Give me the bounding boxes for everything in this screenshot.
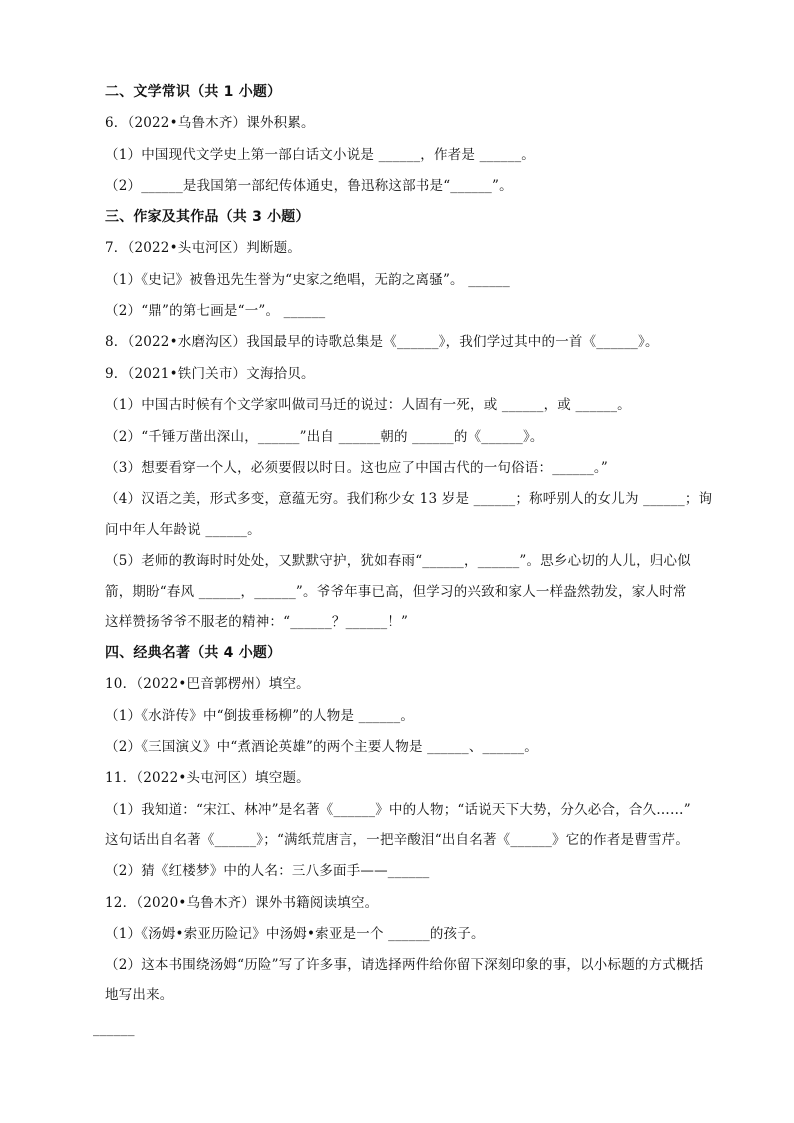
- question-9-item-4-cont: 问中年人年龄说 ______。: [105, 522, 261, 538]
- question-7-item-1: （1）《史记》被鲁迅先生誉为“史家之绝唱，无韵之离骚”。 ______: [105, 272, 510, 288]
- question-11-item-1-cont: 这句话出自名著《______》；“满纸荒唐言，一把辛酸泪“出自名著《______》它的作者是曹雪芹。: [105, 832, 690, 848]
- question-7: 7．（2022•头屯河区）判断题。: [105, 240, 302, 256]
- question-12: 12．（2020•乌鲁木齐）课外书籍阅读填空。: [105, 895, 379, 911]
- question-7-item-2: （2）“鼎”的第七画是“一”。 ______: [105, 303, 326, 319]
- question-10-item-1: （1）《水浒传》中“倒拔垂杨柳”的人物是 ______。: [105, 708, 415, 724]
- question-6: 6．（2022•乌鲁木齐）课外积累。: [105, 115, 315, 131]
- section-heading-literary-knowledge: 二、文学常识（共 1 小题）: [105, 84, 282, 100]
- question-12-item-2-cont: 地写出来。: [105, 987, 174, 1003]
- section-heading-authors-works: 三、作家及其作品（共 3 小题）: [105, 209, 310, 225]
- question-12-item-2: （2）这本书围绕汤姆“历险”写了许多事，请选择两件给你留下深刻印象的事，以小标题的方式概括: [105, 957, 704, 973]
- question-9-item-1: （1）中国古时候有个文学家叫做司马迁的说过：人固有一死，或 ______，或 ______。: [105, 397, 631, 413]
- question-11-item-1: （1）我知道：“宋江、林冲”是名著《______》中的人物；“话说天下大势，分久必合，合久……”: [105, 802, 691, 818]
- question-6-item-2: （2）______是我国第一部纪传体通史，鲁迅称这部书是“______”。: [105, 178, 513, 194]
- question-9: 9．（2021•铁门关市）文海拾贝。: [105, 366, 315, 382]
- question-10-item-2: （2）《三国演义》中“煮酒论英雄”的两个主要人物是 ______、______。: [105, 739, 538, 755]
- question-12-item-1: （1）《汤姆•索亚历险记》中汤姆•索亚是一个 ______的孩子。: [105, 926, 485, 942]
- question-11-item-2: （2）猜《红楼梦》中的人名：三八多面手——______: [105, 863, 430, 879]
- question-10: 10．（2022•巴音郭楞州）填空。: [105, 676, 310, 692]
- answer-blank: ______: [93, 1021, 135, 1037]
- section-heading-classics: 四、经典名著（共 4 小题）: [105, 645, 282, 661]
- question-9-item-5: （5）老师的教诲时时处处，又默默守护，犹如春雨“______，______”。思乡心切的人儿，归心似: [105, 553, 691, 569]
- question-8: 8．（2022•水磨沟区）我国最早的诗歌总集是《______》，我们学过其中的一首《______》。: [105, 334, 659, 350]
- question-9-item-5-cont-1: 箭，期盼“春风 ______，______”。爷爷年事已高，但学习的兴致和家人一样盎然勃发，家人时常: [105, 584, 687, 600]
- question-11: 11．（2022•头屯河区）填空题。: [105, 770, 310, 786]
- question-6-item-1: （1）中国现代文学史上第一部白话文小说是 ______，作者是 ______。: [105, 147, 535, 163]
- question-9-item-4: （4）汉语之美，形式多变，意蕴无穷。我们称少女 13 岁是 ______；称呼别人的女儿为 ______；询: [105, 491, 713, 507]
- question-9-item-2: （2）“千锤万凿出深山，______”出自 ______朝的 ______的《______》。: [105, 429, 544, 445]
- question-9-item-5-cont-2: 这样赞扬爷爷不服老的精神：“______？______！”: [105, 614, 409, 630]
- question-9-item-3: （3）想要看穿一个人，必须要假以时日。这也应了中国古代的一句俗语：______。”: [105, 460, 608, 476]
